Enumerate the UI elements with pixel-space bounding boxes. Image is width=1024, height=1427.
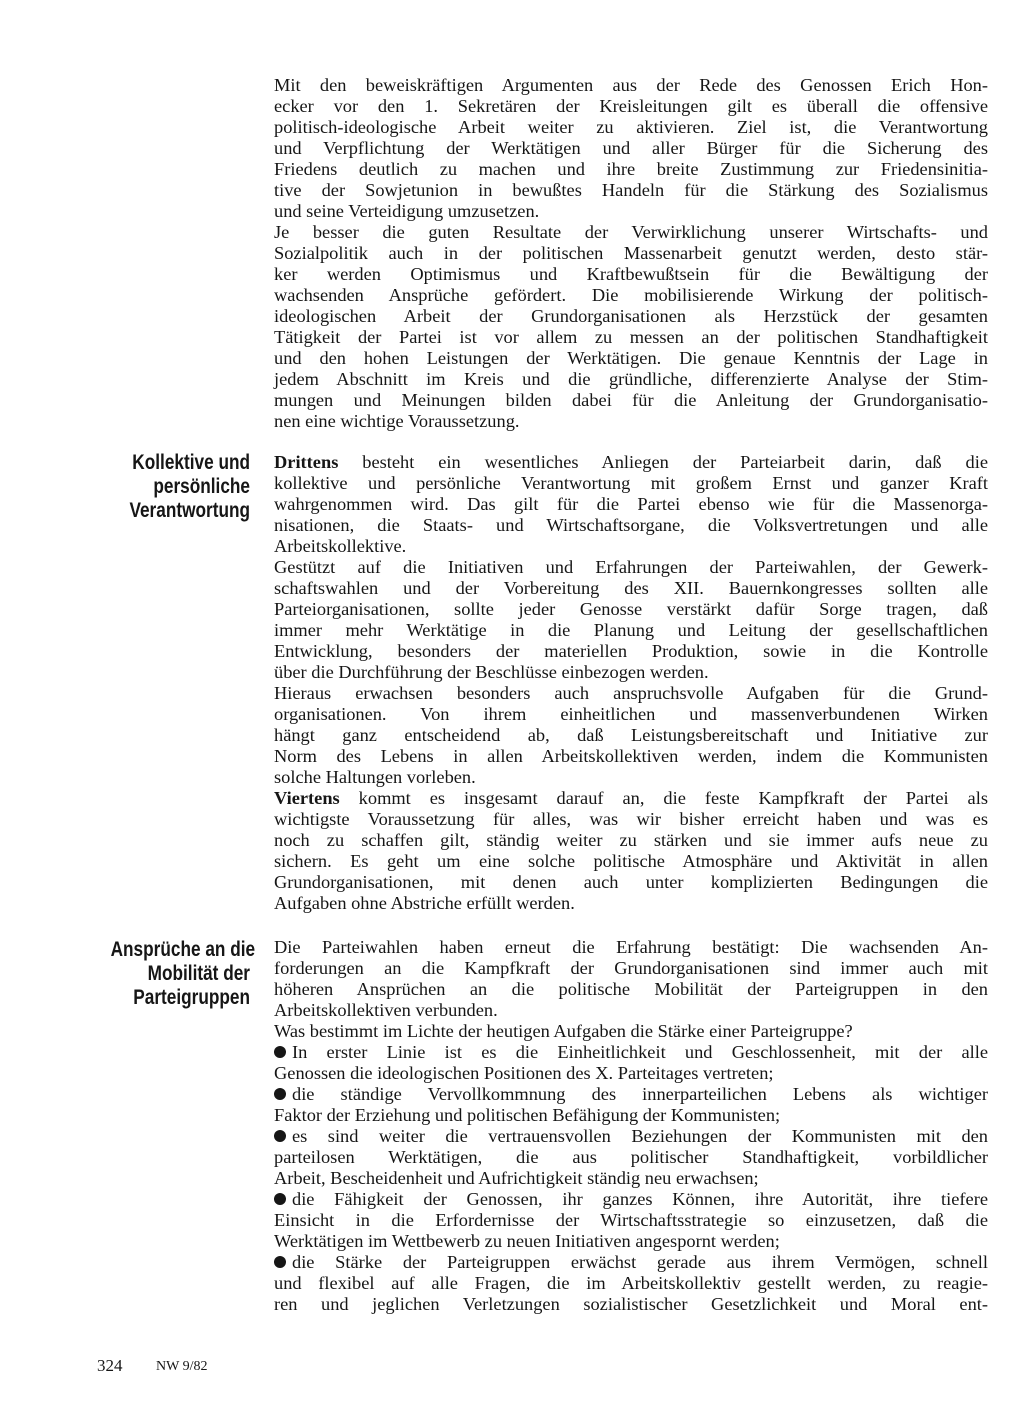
text-line: Einsicht in die Erfordernisse der Wirtschaftsstrategie so einzusetzen, daß die	[274, 1210, 988, 1230]
text-line: schaftswahlen und der Vorbereitung des XII. Bauernkongresses sollten alle	[274, 578, 988, 598]
sidenote-line: Mobilität der	[147, 962, 250, 985]
sidenote-line: Ansprüche an die	[110, 938, 256, 961]
text-line: nisationen, die Staats- und Wirtschaftsorgane, die Volksvertretungen und alle	[274, 515, 988, 535]
text-line: ecker vor den 1. Sekretären der Kreisleitungen gilt es überall die offensive	[274, 96, 988, 116]
text-line: ren und jeglichen Verletzungen sozialistischer Gesetzlichkeit und Moral ent-	[274, 1294, 988, 1314]
text-span: kommt es insgesamt darauf an, die feste Kampfkraft der Partei als	[339, 788, 988, 808]
text-line: Entwicklung, besonders der materiellen Produktion, sowie in die Kontrolle	[274, 641, 988, 661]
sidenote-ansprueche	[110, 938, 256, 1010]
text-line: Sozialpolitik auch in der politischen Massenarbeit genutzt werden, desto stär-	[274, 243, 988, 263]
text-line: Je besser die guten Resultate der Verwirklichung unserer Wirtschafts- und	[274, 222, 988, 242]
text-line	[274, 1084, 988, 1105]
text-span: die Stärke der Parteigruppen erwächst gerade aus ihrem Vermögen, schnell	[292, 1252, 988, 1272]
text-line: jedem Abschnitt im Kreis und die gründliche, differenzierte Analyse der Stim-	[274, 369, 988, 389]
text-span: In erster Linie ist es die Einheitlichkeit und Geschlossenheit, mit der alle	[292, 1042, 988, 1062]
text-line: Aufgaben ohne Abstriche erfüllt werden.	[274, 893, 575, 913]
text-span: die ständige Vervollkommnung des innerparteilichen Lebens als wichtiger	[292, 1084, 988, 1104]
sidenote-kollektive	[111, 451, 250, 523]
text-line	[274, 452, 988, 473]
text-line: Genossen die ideologischen Positionen des X. Parteitages vertreten;	[274, 1063, 774, 1083]
text-line: höheren Ansprüchen an die politische Mobilität der Parteigruppen in den	[274, 979, 988, 999]
text-span: es sind weiter die vertrauensvollen Beziehungen der Kommunisten mit den	[292, 1126, 988, 1146]
text-line: Arbeit, Bescheidenheit und Aufrichtigkeit ständig neu erwachsen;	[274, 1168, 759, 1188]
text-line: Friedens deutlich zu machen und ihre breite Zustimmung zur Friedensinitia-	[274, 159, 988, 179]
text-line: Arbeitskollektiven verbunden.	[274, 1000, 498, 1020]
text-line: und seine Verteidigung umzusetzen.	[274, 201, 540, 221]
text-line: kollektive und persönliche Verantwortung mit großem Ernst und ganzer Kraft	[274, 473, 988, 493]
text-line: Werktätigen im Wettbewerb zu neuen Initiativen angespornt werden;	[274, 1231, 780, 1251]
text-line: hängt ganz entscheidend ab, daß Leistungsbereitschaft und Initiative zur	[274, 725, 988, 745]
issue-label: NW 9/82	[156, 1359, 208, 1374]
text-line: Parteiorganisationen, sollte jeder Genosse verstärkt dafür Sorge tragen, daß	[274, 599, 988, 619]
text-line	[274, 1189, 988, 1210]
text-line: Mit den beweiskräftigen Argumenten aus der Rede des Genossen Erich Hon-	[274, 75, 988, 95]
text-line: immer mehr Werktätige in die Planung und Leitung der gesellschaftlichen	[274, 620, 988, 640]
text-line: solche Haltungen vorleben.	[274, 767, 476, 787]
text-line: ideologischen Arbeit der Grundorganisationen als Herzstück der gesamten	[274, 306, 988, 326]
text-line: und den hohen Leistungen der Werktätigen. Die genaue Kenntnis der Lage in	[274, 348, 988, 368]
text-line	[274, 788, 988, 809]
page-number: 324	[97, 1356, 123, 1375]
text-line: über die Durchführung der Beschlüsse einbezogen werden.	[274, 662, 709, 682]
text-line: und Verpflichtung der Werktätigen und aller Bürger für die Sicherung des	[274, 138, 988, 158]
sidenote-line: Kollektive und	[132, 451, 250, 474]
text-line: wichtigste Voraussetzung für alles, was wir bisher erreicht haben und was es	[274, 809, 988, 829]
text-line: parteilosen Werktätigen, die aus politischer Standhaftigkeit, vorbildlicher	[274, 1147, 988, 1167]
text-line: Faktor der Erziehung und politischen Befähigung der Kommunisten;	[274, 1105, 781, 1125]
sidenote-line: Verantwortung	[129, 499, 250, 522]
text-line: forderungen an die Kampfkraft der Grundorganisationen sind immer auch mit	[274, 958, 988, 978]
bullet-icon	[274, 1130, 286, 1142]
text-line: tive der Sowjetunion in bewußtes Handeln für die Stärkung des Sozialismus	[274, 180, 988, 200]
text-line: Die Parteiwahlen haben erneut die Erfahrung bestätigt: Die wachsenden An-	[274, 937, 988, 957]
text-line: Was bestimmt im Lichte der heutigen Aufgaben die Stärke einer Parteigruppe?	[274, 1021, 853, 1041]
bullet-icon	[274, 1193, 286, 1205]
text-line: wachsenden Ansprüche gefördert. Die mobilisierende Wirkung der politisch-	[274, 285, 988, 305]
text-line	[274, 1126, 988, 1147]
text-line: und flexibel auf alle Fragen, die im Arbeitskollektiv gestellt werden, zu reagie-	[274, 1273, 988, 1293]
keyword-drittens: Drittens	[274, 452, 339, 472]
bullet-icon	[274, 1256, 286, 1268]
text-line: wahrgenommen wird. Das gilt für die Partei ebenso wie für die Massenorga-	[274, 494, 988, 514]
text-line: mungen und Meinungen bilden dabei für die Anleitung der Grundorganisatio-	[274, 390, 988, 410]
text-line: Grundorganisationen, mit denen auch unter komplizierten Bedingungen die	[274, 872, 988, 892]
text-line: ker werden Optimismus und Kraftbewußtsein für die Bewältigung der	[274, 264, 988, 284]
text-line	[274, 1042, 988, 1063]
text-line: sichern. Es geht um eine solche politische Atmosphäre und Aktivität in allen	[274, 851, 988, 871]
text-line: organisationen. Von ihrem einheitlichen und massenverbundenen Wirken	[274, 704, 988, 724]
text-line: Gestützt auf die Initiativen und Erfahrungen der Parteiwahlen, der Gewerk-	[274, 557, 988, 577]
text-line: Hieraus erwachsen besonders auch anspruchsvolle Aufgaben für die Grund-	[274, 683, 988, 703]
sidenote-line: Parteigruppen	[133, 986, 250, 1009]
text-line: nen eine wichtige Voraussetzung.	[274, 411, 520, 431]
text-line: Arbeitskollektive.	[274, 536, 407, 556]
text-line: Tätigkeit der Partei ist vor allem zu messen an der politischen Standhaftigkeit	[274, 327, 988, 347]
bullet-icon	[274, 1088, 286, 1100]
text-line	[274, 1252, 988, 1273]
text-line: politisch-ideologische Arbeit weiter zu aktivieren. Ziel ist, die Verantwortung	[274, 117, 988, 137]
text-span: die Fähigkeit der Genossen, ihr ganzes Können, ihre Autorität, ihre tiefere	[292, 1189, 988, 1209]
keyword-viertens: Viertens	[274, 788, 340, 808]
text-span: besteht ein wesentliches Anliegen der Parteiarbeit darin, daß die	[338, 452, 988, 472]
sidenote-line: persönliche	[153, 475, 250, 498]
text-line: noch zu schaffen gilt, ständig weiter zu stärken und sie immer aufs neue zu	[274, 830, 988, 850]
text-line: Norm des Lebens in allen Arbeitskollektiven werden, indem die Kommunisten	[274, 746, 988, 766]
bullet-icon	[274, 1046, 286, 1058]
